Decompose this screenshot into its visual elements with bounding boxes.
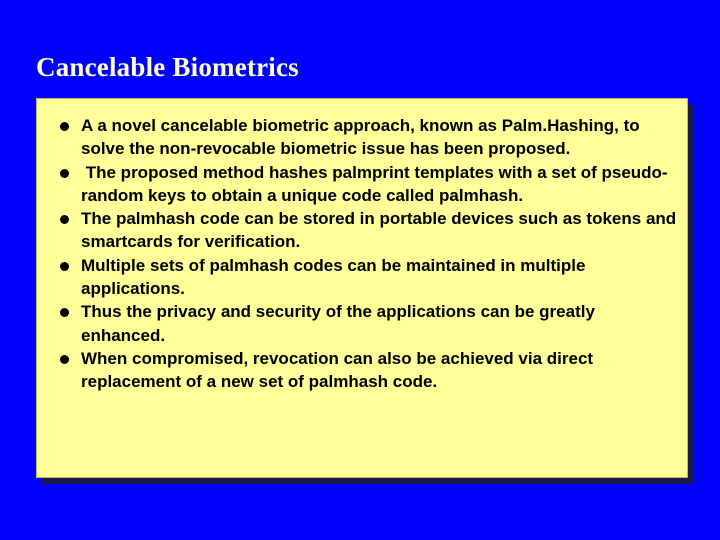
bullet-item <box>37 207 679 254</box>
slide-title: Cancelable Biometrics <box>36 52 299 82</box>
bullet-item <box>37 254 679 301</box>
bullet-dot-icon <box>60 169 69 178</box>
bullet-text: Multiple sets of palmhash codes can be maintained in multiple applications. <box>81 255 586 299</box>
bullet-text: When compromised, revocation can also be achieved via direct replacement of a new set of palmhash code. <box>81 348 594 392</box>
bullet-text: Thus the privacy and security of the applications can be greatly enhanced. <box>81 302 595 345</box>
bullet-text: A a novel cancelable biometric approach, known as Palm.Hashing, to solve the non-revocable biometric issue has been proposed. <box>81 116 640 159</box>
bullet-dot-icon <box>60 262 69 271</box>
bullet-dot-icon <box>60 215 69 224</box>
bullet-dot-icon <box>60 122 69 131</box>
bullet-dot-icon <box>60 308 69 317</box>
content-panel <box>36 98 688 478</box>
bullet-item <box>37 347 679 394</box>
bullet-item <box>37 161 679 208</box>
bullet-text: The palmhash code can be stored in portable devices such as tokens and smartcards for verification. <box>81 209 677 252</box>
bullet-dot-icon <box>60 355 69 364</box>
bullet-list <box>37 99 687 394</box>
bullet-item <box>37 300 679 347</box>
bullet-item <box>37 114 679 161</box>
bullet-text: The proposed method hashes palmprint templates with a set of pseudo-random keys to obtain a unique code called palmhash. <box>81 162 668 205</box>
